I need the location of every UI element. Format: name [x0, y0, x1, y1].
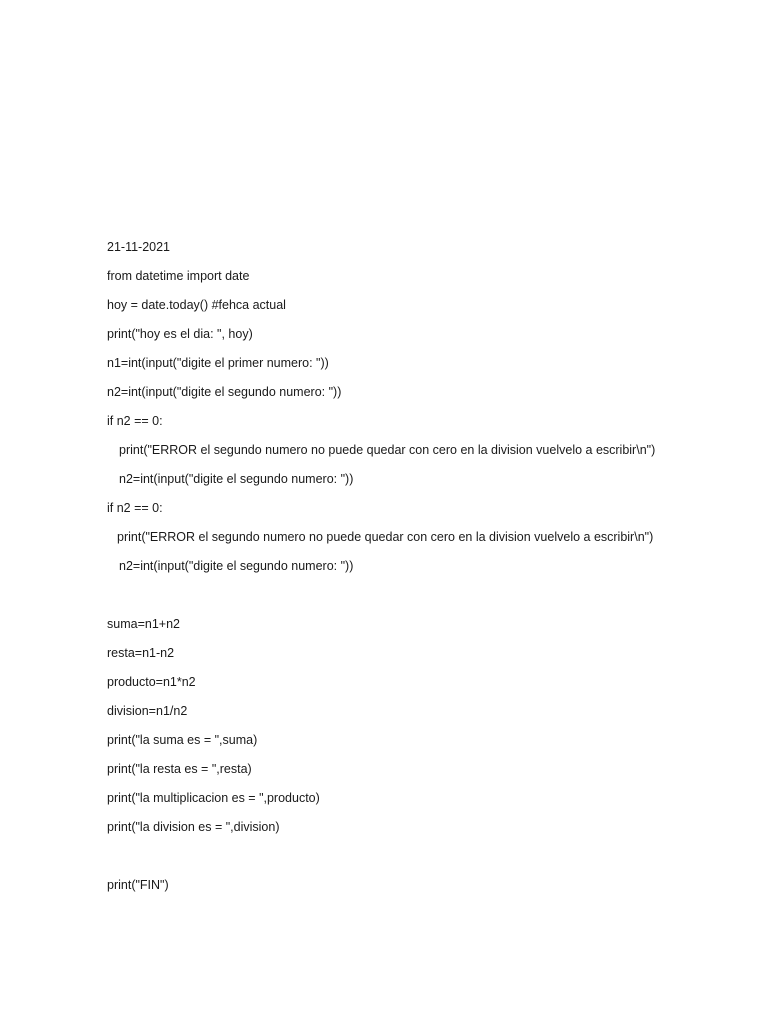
code-line: print("la suma es = ",suma)	[107, 733, 258, 747]
code-line: print("la multiplicacion es = ",producto)	[107, 791, 320, 805]
code-line: n2=int(input("digite el segundo numero: "))	[119, 472, 354, 486]
code-line: from datetime import date	[107, 269, 250, 283]
code-line: n2=int(input("digite el segundo numero: "))	[107, 385, 342, 399]
code-line: resta=n1-n2	[107, 646, 175, 660]
blank-line	[107, 585, 747, 614]
code-line: print("FIN")	[107, 878, 169, 892]
blank-line	[107, 846, 747, 875]
code-line: division=n1/n2	[107, 704, 188, 718]
code-line: print("hoy es el dia: ", hoy)	[107, 327, 253, 341]
code-line: if n2 == 0:	[107, 501, 163, 515]
code-line: hoy = date.today() #fehca actual	[107, 298, 286, 312]
date-line: 21-11-2021	[107, 240, 171, 254]
code-line: print("la resta es = ",resta)	[107, 762, 252, 776]
code-listing	[107, 237, 747, 904]
code-line: print("ERROR el segundo numero no puede quedar con cero en la division vuelvelo a escribir\n")	[119, 443, 656, 457]
code-line: n2=int(input("digite el segundo numero: "))	[119, 559, 354, 573]
code-line: if n2 == 0:	[107, 414, 163, 428]
code-line: print("ERROR el segundo numero no puede quedar con cero en la division vuelvelo a escribir\n")	[117, 530, 654, 544]
code-line: n1=int(input("digite el primer numero: "))	[107, 356, 329, 370]
code-line: producto=n1*n2	[107, 675, 196, 689]
code-line: print("la division es = ",division)	[107, 820, 280, 834]
code-line: suma=n1+n2	[107, 617, 180, 631]
